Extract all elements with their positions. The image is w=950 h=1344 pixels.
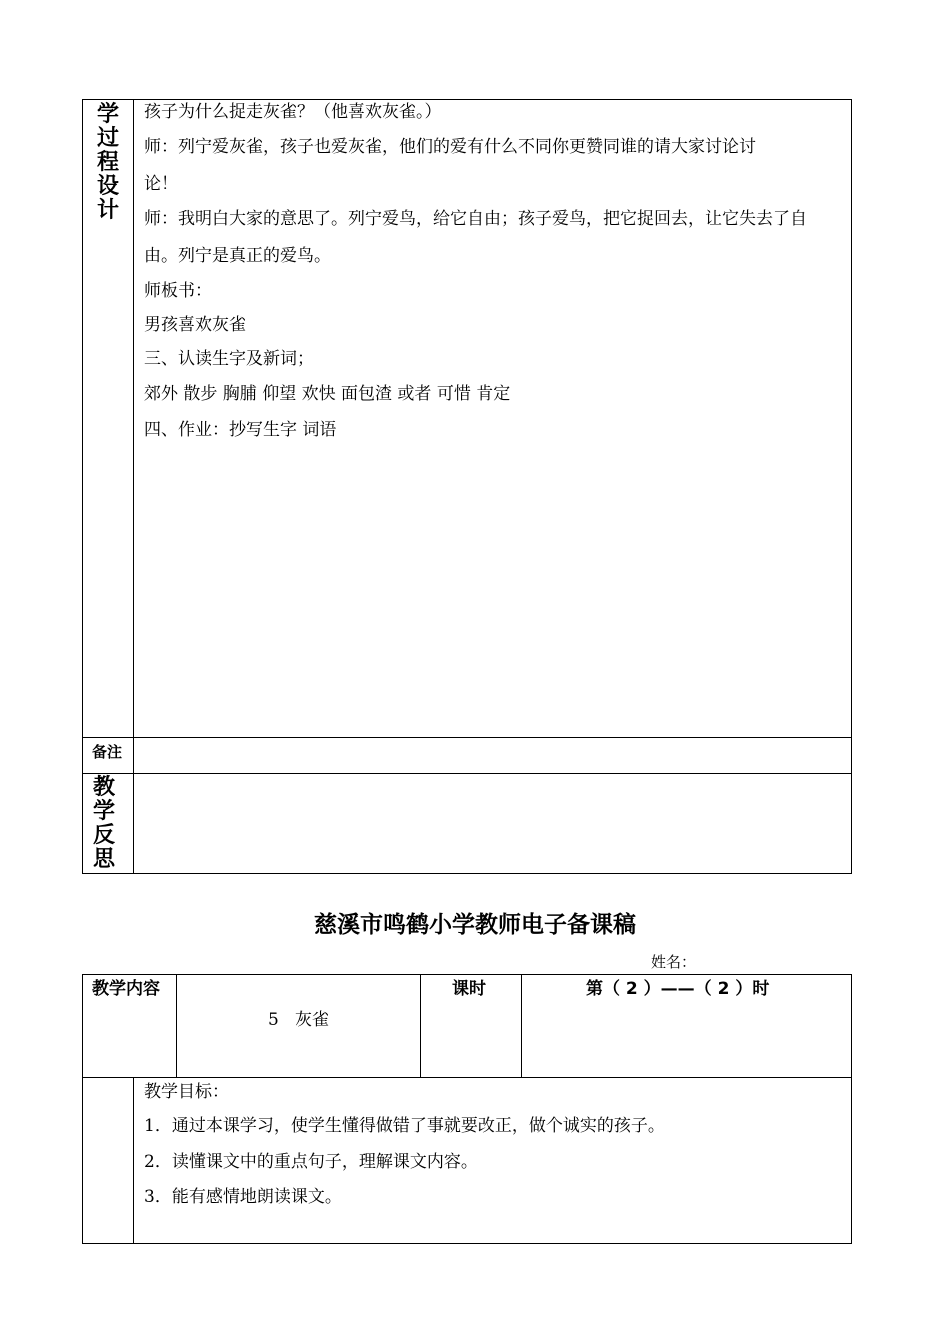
- period-label: 课时: [452, 979, 486, 999]
- reflection-char: 反: [92, 823, 115, 848]
- table-border-left: [82, 974, 83, 1244]
- content-line: 男孩喜欢灰雀: [144, 315, 246, 335]
- table-divider-notes-top: [82, 737, 852, 738]
- table-divider-column: [133, 99, 134, 874]
- table-divider-objectives: [133, 1077, 134, 1244]
- table-border-bottom: [82, 1243, 852, 1244]
- objective-line: 教学目标：: [144, 1082, 229, 1102]
- table-divider-notes-bottom: [82, 773, 852, 774]
- document-title: 慈溪市鸣鹤小学教师电子备课稿: [314, 912, 636, 938]
- content-line: 师：我明白大家的意思了。列宁爱鸟，给它自由；孩子爱鸟，把它捉回去，让它失去了自: [144, 209, 807, 229]
- content-line: 郊外 散步 胸脯 仰望 欢快 面包渣 或者 可惜 肯定: [144, 384, 511, 404]
- table-border-right: [851, 974, 852, 1244]
- content-line: 师板书：: [144, 281, 212, 301]
- notes-label: 备注: [92, 743, 123, 761]
- label-char: 程: [96, 150, 119, 175]
- table-divider-row: [82, 1077, 852, 1078]
- content-line: 四、作业：抄写生字 词语: [144, 420, 337, 440]
- reflection-char: 学: [92, 799, 115, 824]
- reflection-char: 思: [92, 847, 115, 872]
- period-value: 第（ 2 ）——（ 2 ）时: [586, 979, 770, 999]
- content-line: 师：列宁爱灰雀，孩子也爱灰雀，他们的爱有什么不同你更赞同谁的请大家讨论讨: [144, 137, 756, 157]
- table-border-top: [82, 99, 852, 100]
- label-char: 计: [96, 198, 119, 223]
- content-line: 孩子为什么捉走灰雀？（他喜欢灰雀。）: [144, 102, 442, 122]
- label-char: 过: [96, 126, 119, 151]
- name-label: 姓名：: [651, 953, 697, 971]
- table-divider-col-1: [176, 974, 177, 1078]
- objective-line: 3．能有感情地朗读课文。: [144, 1187, 342, 1207]
- table-divider-col-2: [420, 974, 421, 1078]
- table-border-right: [851, 99, 852, 874]
- table-border-bottom: [82, 873, 852, 874]
- label-char: 设: [96, 174, 119, 199]
- content-label: 教学内容: [92, 979, 160, 999]
- reflection-char: 教: [92, 775, 115, 800]
- content-line: 由。列宁是真正的爱鸟。: [144, 246, 331, 266]
- lesson-title: 5 灰雀: [268, 1010, 330, 1030]
- table-divider-col-3: [521, 974, 522, 1078]
- table-border-top: [82, 974, 852, 975]
- content-line: 论！: [144, 174, 178, 194]
- objective-line: 1．通过本课学习，使学生懂得做错了事就要改正，做个诚实的孩子。: [144, 1116, 665, 1136]
- objective-line: 2．读懂课文中的重点句子，理解课文内容。: [144, 1152, 478, 1172]
- content-line: 三、认读生字及新词；: [144, 349, 314, 369]
- label-char: 学: [96, 102, 119, 127]
